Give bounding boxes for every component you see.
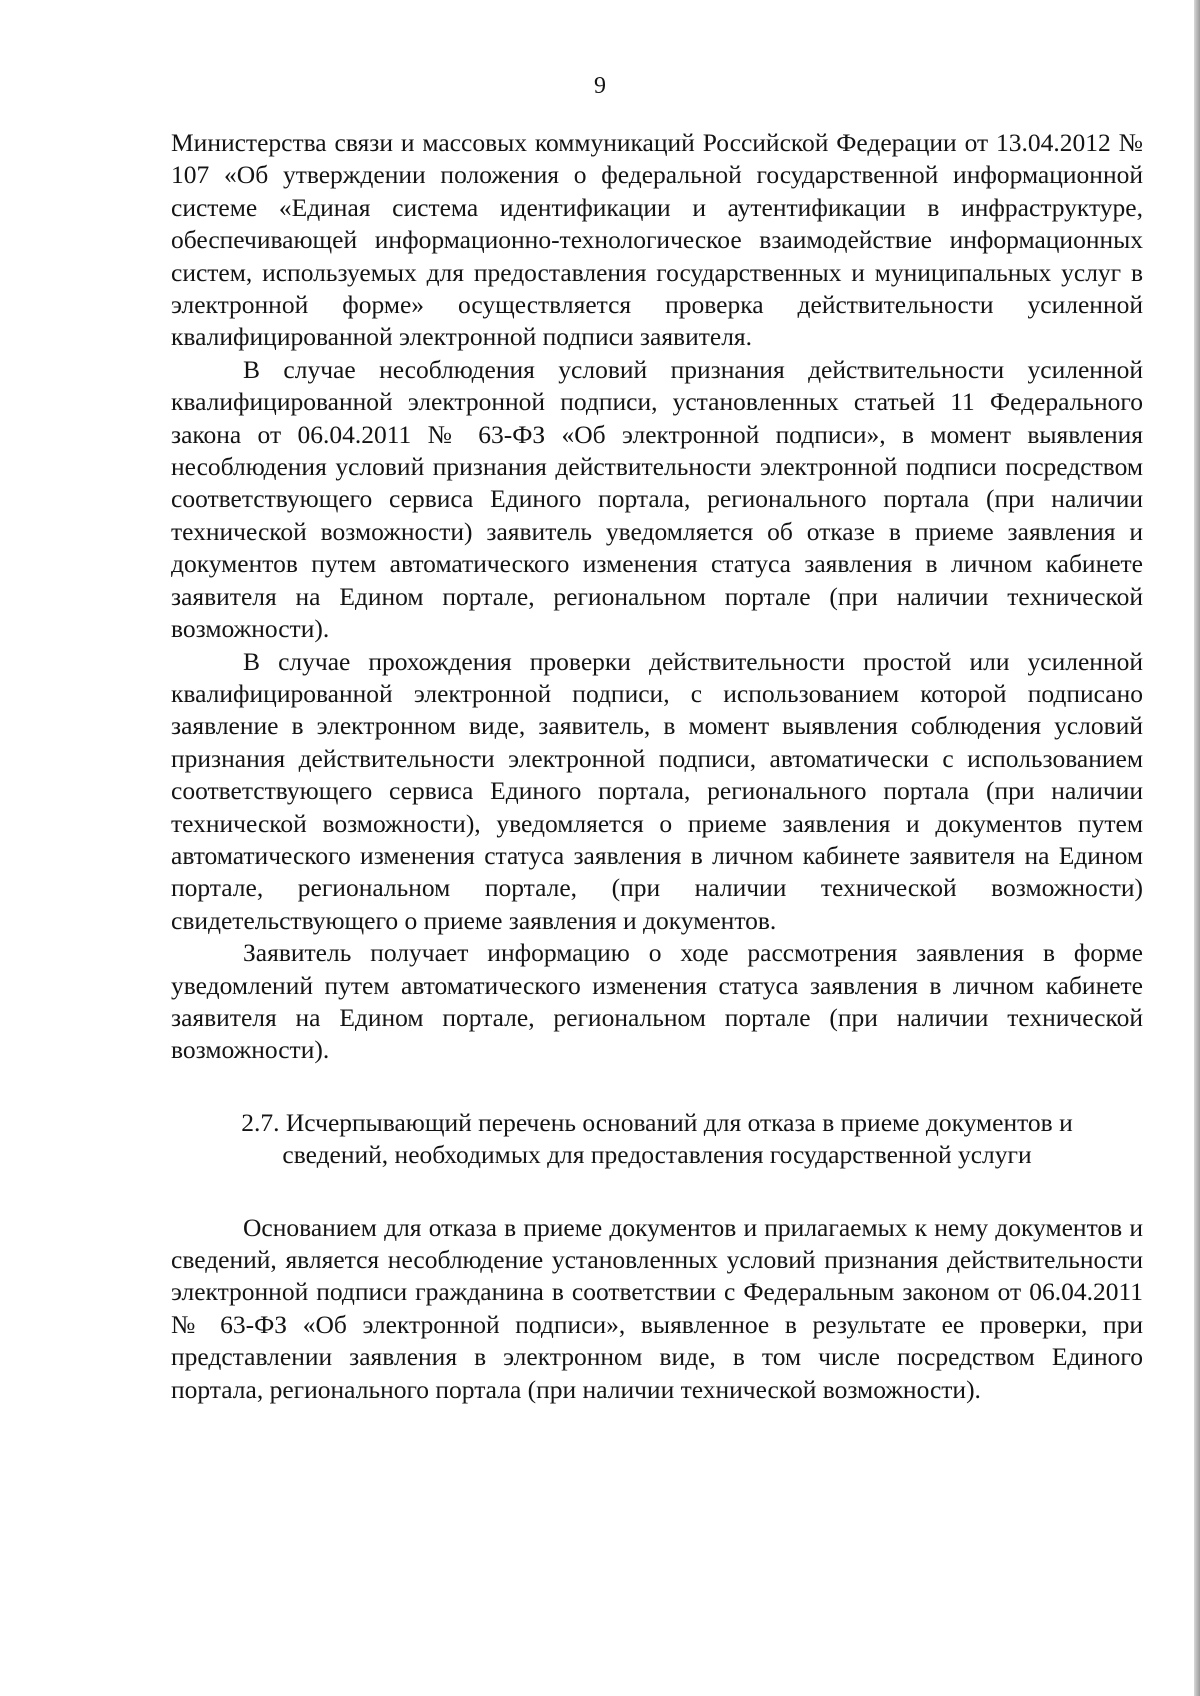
- page-edge-shadow: [1194, 0, 1200, 1696]
- paragraph-continuation: Министерства связи и массовых коммуникаций Российской Федерации от 13.04.2012 № 107 «Об утверждении положения о федеральной государственной информационной системе «Единая система идентификации и аутентификации в инфраструктуре, обеспечивающей информационно-технологическое взаимодействие информационных систем, используемых для предоставления государственных и муниципальных услуг в электронной форме» осуществляется проверка действительности усиленной квалифицированной электронной подписи заявителя.: [171, 128, 1143, 352]
- paragraph-signature-valid: В случае прохождения проверки действительности простой или усиленной квалифицированной электронной подписи, с использованием которой подписано заявление в электронном виде, заявитель, в момент выявления соблюдения условий признания действительности электронной подписи, автоматически с использованием соответствующего сервиса Единого портала, регионального портала (при наличии технической возможности), уведомляется о приеме заявления и документов путем автоматического изменения статуса заявления в личном кабинете заявителя на Едином портале, региональном портале, (при наличии технической возможности) свидетельствующего о приеме заявления и документов.: [171, 646, 1143, 935]
- section-heading: [171, 1107, 1143, 1172]
- page-body: [171, 127, 1143, 1406]
- section-heading-line-2: сведений, необходимых для предоставления государственной услуги: [282, 1140, 1032, 1170]
- paragraph-signature-invalid: В случае несоблюдения условий признания действительности усиленной квалифицированной электронной подписи, установленных статьей 11 Федерального закона от 06.04.2011 № 63-ФЗ «Об электронной подписи», в момент выявления несоблюдения условий признания действительности электронной подписи посредством соответствующего сервиса Единого портала, регионального портала (при наличии технической возможности) заявитель уведомляется об отказе в приеме заявления и документов путем автоматического изменения статуса заявления в личном кабинете заявителя на Едином портале, региональном портале (при наличии технической возможности).: [171, 354, 1143, 644]
- paragraph-refusal-grounds: Основанием для отказа в приеме документов и прилагаемых к нему документов и сведений, является несоблюдение установленных условий признания действительности электронной подписи гражданина в соответствии с Федеральным законом от 06.04.2011 № 63-ФЗ «Об электронной подписи», выявленное в результате ее проверки, при представлении заявления в электронном виде, в том числе посредством Единого портала, регионального портала (при наличии технической возможности).: [171, 1212, 1143, 1404]
- section-heading-line-1: 2.7. Исчерпывающий перечень оснований для отказа в приеме документов и: [241, 1107, 1073, 1137]
- page-number: 9: [594, 73, 606, 99]
- paragraph-status-info: Заявитель получает информацию о ходе рассмотрения заявления в форме уведомлений путем автоматического изменения статуса заявления в личном кабинете заявителя на Едином портале, региональном портале (при наличии технической возможности).: [171, 938, 1143, 1065]
